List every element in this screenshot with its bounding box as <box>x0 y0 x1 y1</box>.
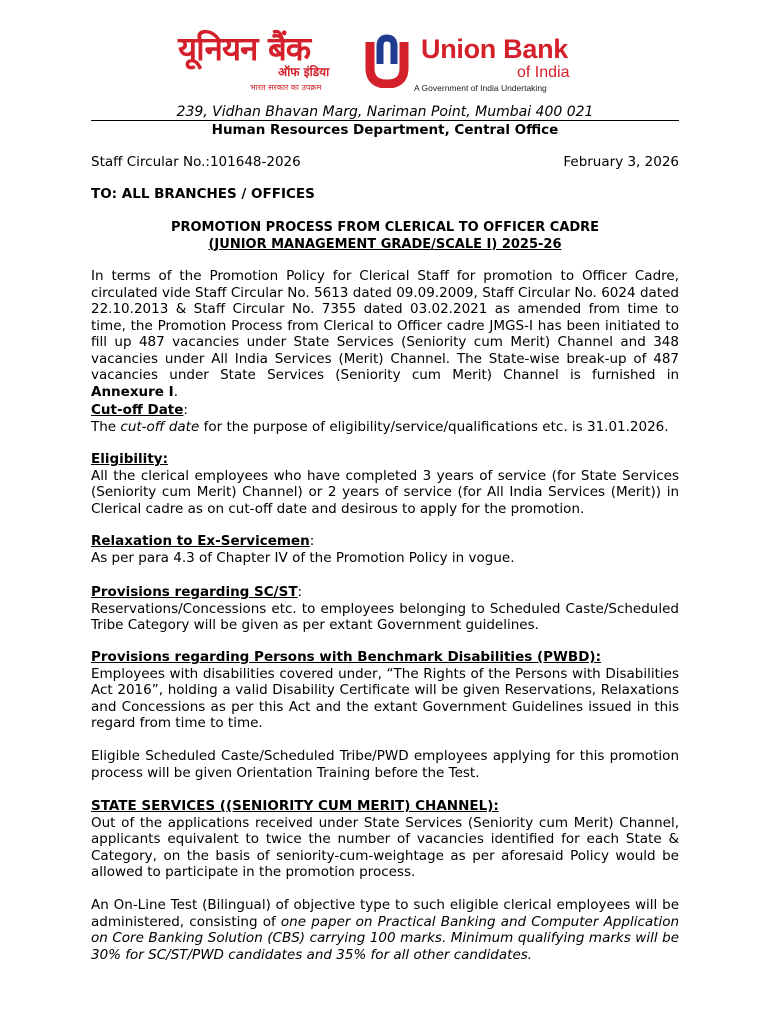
cutoff-section <box>91 402 679 435</box>
eligibility-text: All the clerical employees who have completed 3 years of service (for State Services (Seniority cum Merit) Channel) or 2 years of service (for All India Services (Merit)) in Clerical cadre as on cut-off date and desirous to apply for the promotion. <box>91 467 679 517</box>
addressee: TO: ALL BRANCHES / OFFICES <box>91 186 315 202</box>
pwbd-text: Employees with disabilities covered under, “The Rights of the Persons with Disabilities Act 2016”, holding a valid Disability Certificate will be given Reservations, Relaxations and Concessions as per this Act and the extant Government Guidelines issued in this regard from time to time. <box>91 665 679 731</box>
cutoff-text-post: for the purpose of eligibility/service/qualifications etc. is 31.01.2026. <box>199 418 669 435</box>
intro-text: In terms of the Promotion Policy for Clerical Staff for promotion to Officer Cadre, circulated vide Staff Circular No. 5613 dated 09.09.2009, Staff Circular No. 6024 dated 22.10.2013 & Staff Circular No. 7355 dated 03.02.2021 as amended from time to time, the Promotion Process from Clerical to Officer cadre JMGS-I has been initiated to fill up 487 vacancies under State Services (Seniority cum Merit) Channel and 348 vacancies under All India Services (Merit) Channel. The State-wise break-up of 487 vacancies under State Services (Seniority cum Merit) Channel is furnished in <box>91 268 679 383</box>
letterhead-logo <box>178 29 618 96</box>
cutoff-colon: : <box>183 402 188 418</box>
online-test-paragraph <box>91 897 679 963</box>
circular-date: February 3, 2026 <box>563 154 679 170</box>
state-services-text: Out of the applications received under State Services (Seniority cum Merit) Channel, applicants equivalent to twice the number of vacancies identified for each State & Category, on the basis of seniority-cum-weightage as per aforesaid Policy would be allowed to participate in the promotion process. <box>91 814 679 880</box>
bank-address: 239, Vidhan Bhavan Marg, Nariman Point, Mumbai 400 021 <box>176 104 594 120</box>
state-services-heading: STATE SERVICES ((SENIORITY CUM MERIT) CHANNEL): <box>91 798 499 814</box>
relaxation-text: As per para 4.3 of Chapter IV of the Promotion Policy in vogue. <box>91 549 515 566</box>
department-name: Human Resources Department, Central Office <box>211 122 559 138</box>
eligibility-section <box>91 451 679 517</box>
english-tagline: A Government of India Undertaking <box>414 83 547 93</box>
relaxation-colon: : <box>309 533 315 549</box>
state-services-section <box>91 798 679 881</box>
hindi-bank-name: यूनियन बैंक <box>178 29 311 68</box>
scst-section <box>91 584 679 634</box>
orientation-text: Eligible Scheduled Caste/Scheduled Tribe/PWD employees applying for this promotion process will be given Orientation Training before the Test. <box>91 748 679 781</box>
annexure-reference: Annexure I <box>91 383 174 400</box>
cutoff-italic: cut-off date <box>120 418 200 435</box>
circular-number: Staff Circular No.:101648-2026 <box>91 154 301 170</box>
hindi-bank-subname: ऑफ इंडिया <box>278 65 330 79</box>
online-test-italic: one paper on Practical Banking and Computer Application on Core Banking Solution (CBS) carrying 100 marks. Minimum qualifying marks will be 30% for SC/ST/PWD candidates and 35% for all other candidates. <box>91 913 680 963</box>
online-test-text: An On-Line Test (Bilingual) of objective type to such eligible clerical employees will be administered, consisting of <box>91 897 679 930</box>
orientation-paragraph <box>91 748 679 781</box>
scst-text: Reservations/Concessions etc. to employees belonging to Scheduled Caste/Scheduled Tribe Category will be given as per extant Government guidelines. <box>91 600 679 633</box>
english-bank-subname: of India <box>517 64 570 81</box>
hindi-tagline: भारत सरकार का उपक्रम <box>250 83 322 92</box>
union-bank-emblem-icon <box>362 34 412 88</box>
cutoff-heading: Cut-off Date <box>91 402 184 418</box>
eligibility-heading: Eligibility: <box>91 451 168 467</box>
circular-title <box>91 220 679 253</box>
english-bank-name: Union Bank <box>421 34 569 64</box>
intro-paragraph <box>91 268 679 400</box>
relaxation-section <box>91 533 679 566</box>
intro-end: . <box>173 383 178 400</box>
title-line-1: PROMOTION PROCESS FROM CLERICAL TO OFFICER CADRE <box>170 220 600 235</box>
relaxation-heading: Relaxation to Ex-Servicemen <box>91 533 310 549</box>
pwbd-heading: Provisions regarding Persons with Benchmark Disabilities (PWBD): <box>91 649 601 665</box>
cutoff-text-pre: The <box>91 418 121 435</box>
title-line-2: (JUNIOR MANAGEMENT GRADE/SCALE I) 2025-26 <box>208 236 562 252</box>
scst-colon: : <box>297 584 303 600</box>
header-divider <box>91 120 679 121</box>
scst-heading: Provisions regarding SC/ST <box>91 584 298 600</box>
pwbd-section <box>91 649 679 732</box>
